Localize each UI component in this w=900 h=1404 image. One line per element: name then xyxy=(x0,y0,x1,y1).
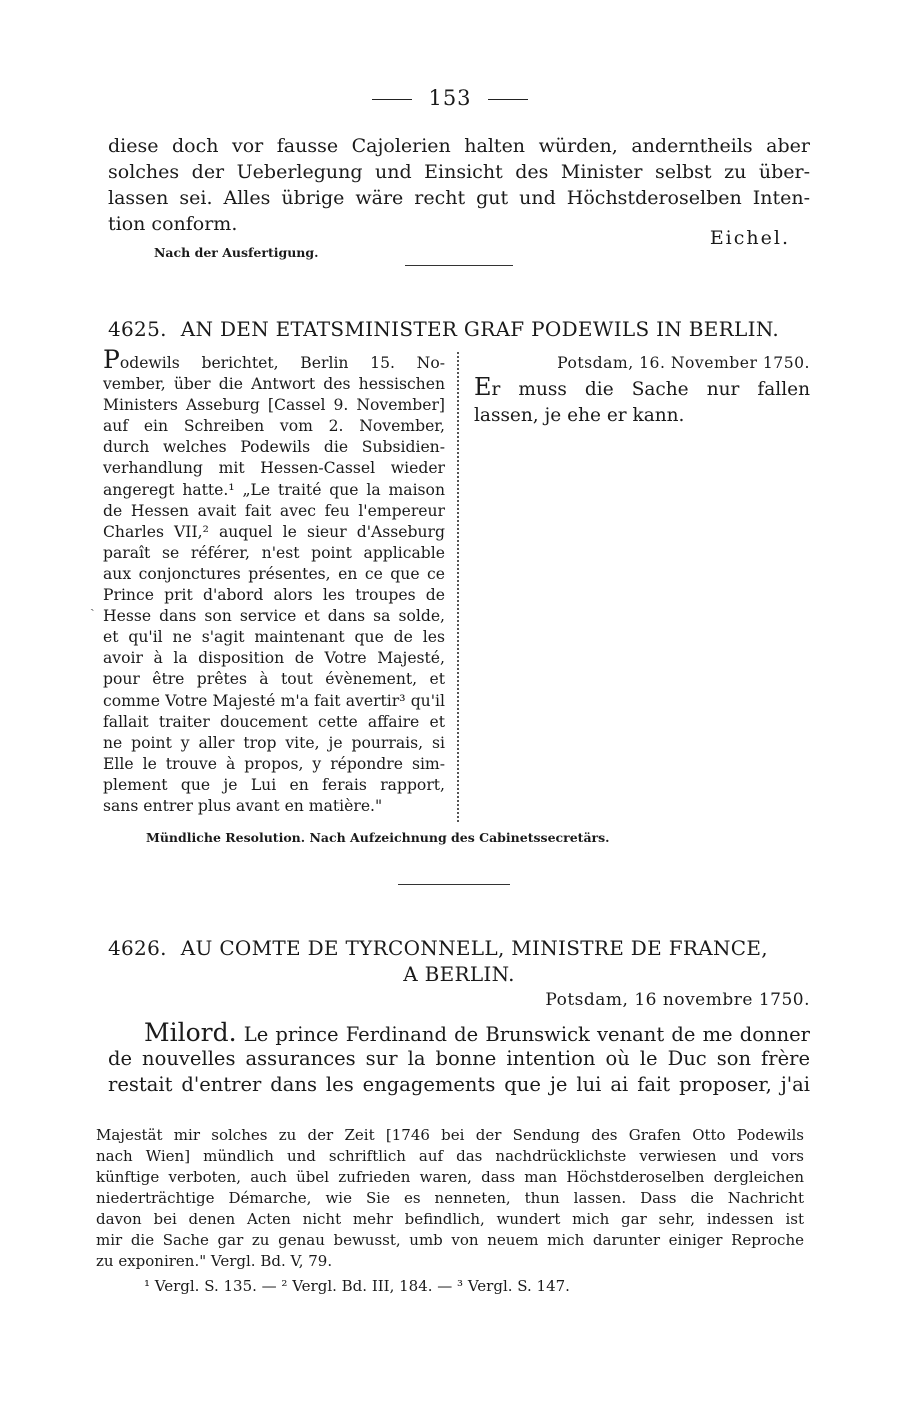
dateline: Potsdam, 16 novembre 1750. xyxy=(545,990,810,1010)
footnote-line: nach Wien] mündlich und schriftlich auf das nachdrücklichste verwiesen und vors xyxy=(96,1147,804,1165)
summary-line: avoir à la disposition de Votre Majesté, xyxy=(103,649,445,668)
prev-text-line: tion conform. xyxy=(108,213,238,235)
footnote-line: mir die Sache gar zu genau bewusst, umb von neuem mich darunter einiger Reproche xyxy=(96,1231,804,1249)
separator-rule xyxy=(398,884,510,885)
letter-line: Milord. Le prince Ferdinand de Brunswick venant de me donner xyxy=(144,1018,810,1047)
summary-line: verhandlung mit Hessen-Cassel wieder xyxy=(103,459,445,478)
summary-line: Elle le trouve à propos, y répondre sim- xyxy=(103,754,445,773)
summary-line: fallait traiter doucement cette affaire et xyxy=(103,712,445,731)
summary-line: durch welches Podewils die Subsidien- xyxy=(103,438,445,457)
column-divider xyxy=(457,352,459,822)
summary-line: aux conjonctures présentes, en ce que ce xyxy=(103,564,445,583)
summary-line: angeregt hatte.¹ „Le traité que la maison xyxy=(103,480,445,499)
summary-line: et qu'il ne s'agit maintenant que de les xyxy=(103,628,445,647)
reply-line: lassen, je ehe er kann. xyxy=(474,405,685,426)
dash-right xyxy=(488,99,528,100)
page-number: 153 xyxy=(428,86,472,110)
document-heading-4625 xyxy=(108,316,810,342)
dateline: Potsdam, 16. November 1750. xyxy=(557,354,810,372)
summary-line: Ministers Asseburg [Cassel 9. November] xyxy=(103,396,445,415)
footnote-line: davon bei denen Acten nicht mehr befindlich, wundert mich gar sehr, indessen ist xyxy=(96,1210,804,1228)
summary-line: pour être prêtes à tout évènement, et xyxy=(103,670,445,689)
document-number: 4625. xyxy=(108,317,167,341)
reply-line: Er muss die Sache nur fallen xyxy=(474,373,810,401)
summary-line: Charles VII,² auquel le sieur d'Asseburg xyxy=(103,522,445,541)
summary-line: comme Votre Majesté m'a fait avertir³ qu'il xyxy=(103,691,445,710)
resolution-note: Mündliche Resolution. Nach Aufzeichnung des Cabinetssecretärs. xyxy=(146,830,610,845)
footnote-line: zu exponiren." Vergl. Bd. V, 79. xyxy=(96,1252,333,1270)
document-heading-4626 xyxy=(108,935,810,961)
footnote-line: niederträchtige Démarche, wie Sie es nenneten, thun lassen. Dass die Nachricht xyxy=(96,1189,804,1207)
summary-line: Prince prit d'abord alors les troupes de xyxy=(103,586,445,605)
prev-text-line: lassen sei. Alles übrige wäre recht gut und Höchstderoselben Inten- xyxy=(108,187,810,209)
signature: Eichel. xyxy=(709,227,790,249)
separator-rule xyxy=(405,265,513,266)
summary-line: auf ein Schreiben vom 2. November, xyxy=(103,417,445,436)
footnote-references: ¹ Vergl. S. 135. — ² Vergl. Bd. III, 184. — ³ Vergl. S. 147. xyxy=(144,1277,570,1295)
dash-left xyxy=(372,99,412,100)
document-title-line1: AU COMTE DE TYRCONNELL, MINISTRE DE FRANCE, xyxy=(180,936,768,960)
reply-column xyxy=(474,352,810,429)
page-number-header xyxy=(0,86,900,110)
summary-column xyxy=(103,345,445,817)
summary-line: vember, über die Antwort des hessischen xyxy=(103,375,445,394)
summary-line: ne point y aller trop vite, je pourrais, si xyxy=(103,733,445,752)
summary-line: sans entrer plus avant en matière." xyxy=(103,796,383,815)
prev-text-line: diese doch vor fausse Cajolerien halten würden, anderntheils aber xyxy=(108,135,810,157)
footnote-line: Majestät mir solches zu der Zeit [1746 bei der Sendung des Grafen Otto Podewils xyxy=(96,1126,804,1144)
document-title-line2: A BERLIN. xyxy=(403,962,515,986)
letter-line: restait d'entrer dans les engagements que je lui ai fait proposer, j'ai xyxy=(108,1073,810,1096)
summary-line: Podewils berichtet, Berlin 15. No- xyxy=(103,345,445,374)
summary-line: Hesse dans son service et dans sa solde, xyxy=(103,607,445,626)
document-number: 4626. xyxy=(108,936,167,960)
summary-line: de Hessen avait fait avec feu l'empereur xyxy=(103,501,445,520)
initial-letter: P xyxy=(103,345,120,374)
salutation: Milord. xyxy=(144,1018,237,1047)
document-title: AN DEN ETATSMINISTER GRAF PODEWILS IN BERLIN. xyxy=(180,317,780,341)
margin-mark: ˏ xyxy=(90,596,95,612)
summary-line: paraît se référer, n'est point applicable xyxy=(103,543,445,562)
footnote-line: künftige verboten, auch übel zufrieden waren, dass man Höchstderoselben dergleichen xyxy=(96,1168,804,1186)
letter-line: de nouvelles assurances sur la bonne intention où le Duc son frère xyxy=(108,1047,810,1070)
summary-line: plement que je Lui en ferais rapport, xyxy=(103,775,445,794)
initial-letter: E xyxy=(474,373,492,401)
prev-text-line: solches der Ueberlegung und Einsicht des Minister selbst zu über- xyxy=(108,161,810,183)
source-note: Nach der Ausfertigung. xyxy=(154,245,319,260)
